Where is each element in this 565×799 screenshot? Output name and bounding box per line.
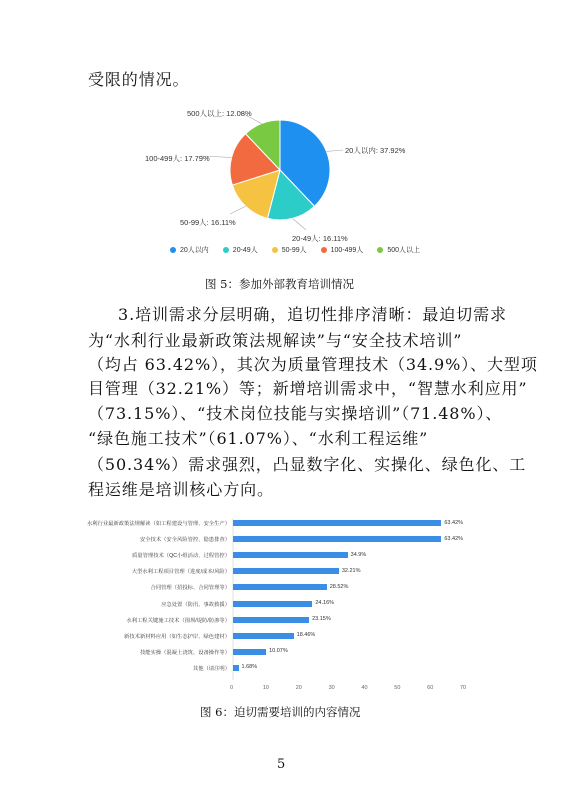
bar-value-label: 63.42% (444, 519, 464, 526)
paragraph-line: 3.培训需求分层明确，追切性排序清晰：最迫切需求 (118, 305, 507, 324)
x-tick-label: 30 (328, 685, 335, 691)
figure6-caption: 图 6：迫切需要培训的内容情况 (200, 705, 361, 719)
bar (233, 617, 309, 623)
figure5-caption: 图 5：参加外部教育培训情况 (205, 277, 354, 291)
bar-value-label: 10.07% (269, 648, 288, 655)
x-tick-label: 70 (460, 685, 467, 691)
pie-slice-label: 20-49人: 16.11% (292, 234, 348, 243)
bar-value-label: 23.15% (312, 616, 331, 623)
paragraph-line: （50.34%）需求强烈，凸显数字化、实操化、绿色化、工 (88, 455, 527, 474)
bar-value-label: 28.52% (329, 583, 349, 590)
legend-label: 20人以内 (180, 247, 209, 254)
bar (233, 665, 239, 671)
bar-category-label: 大型水利工程项目管理（进度/成本/风险） (131, 569, 230, 576)
x-tick-label: 0 (230, 685, 234, 691)
paragraph-line: 程运维是培训核心方向。 (88, 480, 274, 499)
pie-slice-label: 500人以上: 12.08% (187, 109, 252, 118)
bar (233, 520, 441, 526)
x-tick-label: 60 (427, 685, 434, 691)
bar (233, 633, 294, 639)
paragraph-line: “绿色施工技术”（61.07%）、“水利工程运维” (88, 429, 429, 448)
paragraph-line: 为“水利行业最新政策法规解读”与“安全技术培训” (88, 331, 463, 350)
x-tick-label: 20 (295, 685, 302, 691)
pie-slice-label: 50-99人: 16.11% (180, 218, 236, 227)
bar (233, 536, 441, 542)
page-number: 5 (277, 757, 286, 772)
paragraph-line: （均占 63.42%），其次为质量管理技术（34.9%）、大型项 (88, 355, 538, 374)
bar-category-label: 质量管理技术（QC小组活动、过程管控） (132, 553, 230, 560)
paragraph-line: （73.15%）、“技术岗位技能与实操培训”（71.48%）、 (88, 404, 503, 423)
bar (233, 584, 327, 590)
pie-slice-label: 20人以内: 37.92% (345, 146, 406, 155)
bar (233, 649, 266, 655)
bar-category-label: 水利行业最新政策法规解读（如工程建设与管理、安全生产） (86, 521, 230, 527)
bar (233, 568, 339, 574)
top-line: 受限的情况。 (88, 70, 190, 89)
x-tick-label: 10 (262, 685, 269, 691)
bar-value-label: 24.16% (315, 600, 335, 606)
bar-category-label: 其他（请注明） (192, 665, 230, 672)
bar-value-label: 34.9% (350, 551, 367, 558)
x-tick-label: 40 (361, 685, 368, 691)
bar-category-label: 新技术新材料应用（如生态护岸、绿色建材） (124, 633, 230, 640)
bar-value-label: 32.21% (341, 567, 361, 574)
bar-value-label: 1.68% (241, 664, 258, 671)
bar-category-label: 水利工程关键施工技术（围坝/堤防/防渗等） (126, 617, 230, 624)
bar (233, 552, 348, 558)
bar-value-label: 18.46% (296, 632, 316, 639)
pie-slice-label: 100-499人: 17.79% (145, 154, 210, 163)
legend-label: 100-499人 (330, 247, 364, 254)
bar (233, 601, 312, 607)
bar-value-label: 63.42% (444, 535, 464, 542)
legend-label: 50-99人 (281, 247, 307, 254)
legend-label: 500人以上 (387, 247, 420, 254)
bar-category-label: 合同管理（招投标、合同管理等） (150, 585, 230, 592)
bar-category-label: 安全技术（安全风险管控、隐患排查） (139, 537, 230, 544)
x-tick-label: 50 (394, 685, 401, 691)
legend-label: 20-49人 (232, 247, 258, 254)
bar-category-label: 应急处置（防汛、事故救援） (161, 601, 230, 608)
bar-category-label: 技能实操（混凝土浇筑、设备操作等） (139, 649, 230, 656)
paragraph-line: 目管理（32.21%）等；新增培训需求中，“智慧水利应用” (88, 379, 528, 398)
